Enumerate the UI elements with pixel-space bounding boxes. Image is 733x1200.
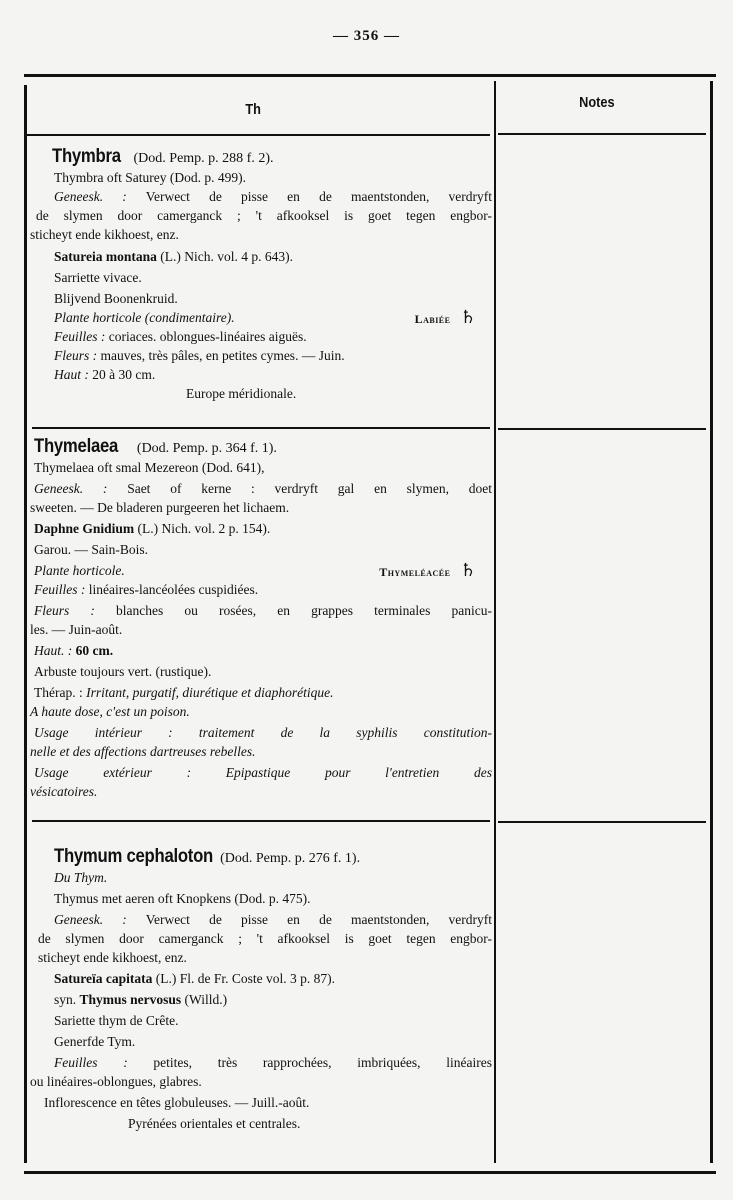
header-rule-notes	[498, 133, 706, 135]
entry-reference: (Dod. Pemp. p. 288 f. 2).	[133, 151, 274, 166]
height-text: 60 cm.	[75, 643, 114, 658]
entry-title: Thymelaea	[34, 436, 119, 457]
column-header-main: Th	[245, 101, 261, 118]
entry-title: Thymum cephaloton	[54, 846, 214, 867]
usage-exterieur-cont: vésicatoires.	[30, 784, 98, 799]
syn-reference: (Willd.)	[184, 992, 228, 1007]
usage-exterieur: Usage extérieur : Epipastique pour l'entretien des	[34, 765, 492, 780]
dutch-name: Blijvend Boonenkruid.	[54, 291, 178, 306]
syn-label: syn.	[54, 992, 77, 1007]
therap-text-cont: A haute dose, c'est un poison.	[30, 704, 190, 719]
feuilles-text: petites, très rapprochées, imbriquées, linéaires	[153, 1055, 492, 1070]
species-reference: (L.) Nich. vol. 4 p. 643).	[160, 249, 293, 264]
entry-thymbra	[30, 147, 492, 403]
therap-text: Irritant, purgatif, diurétique et diaphorétique.	[86, 685, 334, 700]
feuilles-label: Feuilles :	[54, 329, 106, 344]
species-name: Daphne Gnidium	[34, 521, 135, 536]
geneesk-text: Saet of kerne : verdryft gal en slymen, doet	[127, 481, 493, 496]
geneesk-text-cont: sweeten. — De bladeren purgeeren het lichaem.	[30, 500, 290, 515]
entry-title: Thymbra	[52, 146, 121, 167]
entry-reference: (Dod. Pemp. p. 364 f. 1).	[136, 441, 277, 456]
shrub-symbol-icon: ♄	[459, 307, 476, 328]
usage-interieur: Usage intérieur : traitement de la syphilis constitution-	[34, 725, 492, 740]
row-separator-2-notes	[498, 821, 706, 823]
fleurs-text: blanches ou rosées, en grappes terminales panicu-	[116, 603, 493, 618]
entry-synonym: Thymelaea oft smal Mezereon (Dod. 641),	[34, 460, 265, 475]
feuilles-text: coriaces. oblongues-linéaires aiguës.	[108, 329, 307, 344]
geneesk-text-end: sticheyt ende kikhoest, enz.	[38, 950, 187, 965]
french-name: Sariette thym de Crête.	[54, 1013, 179, 1028]
geneesk-text: Verwect de pisse en de maentstonden, verdryft	[145, 912, 492, 927]
plant-use: Plante horticole.	[34, 563, 125, 578]
region: Europe méridionale.	[186, 386, 297, 401]
geneesk-text-cont: de slymen door camerganck ; 't afkooksel is goet tegen engbor-	[38, 931, 492, 946]
plant-use: Plante horticole (condimentaire).	[54, 310, 235, 325]
habit: Arbuste toujours vert. (rustique).	[34, 664, 212, 679]
region: Pyrénées orientales et centrales.	[128, 1116, 301, 1131]
french-name: Sarriette vivace.	[54, 270, 142, 285]
species-reference: (L.) Nich. vol. 2 p. 154).	[137, 521, 271, 536]
table-left-border	[24, 85, 27, 1163]
geneesk-text-cont: de slymen door camerganck ; 't afkooksel is goet tegen engbor-	[36, 208, 492, 223]
entry-thymelaea	[30, 437, 492, 801]
entry-reference: (Dod. Pemp. p. 276 f. 1).	[220, 851, 361, 866]
column-header-notes: Notes	[579, 94, 615, 111]
plant-family: Thymeléacée	[379, 565, 451, 579]
row-separator-1	[32, 427, 490, 429]
feuilles-label: Feuilles :	[54, 1055, 128, 1070]
row-separator-1-notes	[498, 428, 706, 430]
usage-interieur-cont: nelle et des affections dartreuses rebelles.	[30, 744, 256, 759]
page-number: — 356 —	[333, 28, 400, 44]
syn-species: Thymus nervosus	[79, 992, 182, 1007]
table-right-border	[710, 81, 713, 1163]
geneesk-text: Verwect de pisse en de maentstonden, verdryft	[145, 189, 492, 204]
entry-subtitle: Du Thym.	[54, 870, 108, 885]
fleurs-text: mauves, très pâles, en petites cymes. — Juin.	[100, 348, 345, 363]
fleurs-label: Fleurs :	[34, 603, 95, 618]
fleurs-text-cont: les. — Juin-août.	[30, 622, 123, 637]
column-divider	[494, 81, 496, 1163]
geneesk-label: Geneesk. :	[54, 912, 127, 927]
dutch-name: Generfde Tym.	[54, 1034, 136, 1049]
species-name: Satureïa capitata	[54, 971, 153, 986]
height-label: Haut. :	[34, 643, 73, 658]
geneesk-text-end: sticheyt ende kikhoest, enz.	[30, 227, 179, 242]
header-rule-main	[27, 134, 490, 136]
feuilles-text-cont: ou linéaires-oblongues, glabres.	[30, 1074, 202, 1089]
feuilles-text: linéaires-lancéolées cuspidiées.	[88, 582, 259, 597]
plant-family: Labiée	[414, 312, 451, 326]
entry-thymum-cephaloton	[30, 847, 492, 1133]
fleurs-label: Fleurs :	[54, 348, 98, 363]
inflorescence: Inflorescence en têtes globuleuses. — Juill.-août.	[44, 1095, 310, 1110]
entry-synonym: Thymus met aeren oft Knopkens (Dod. p. 475).	[54, 891, 311, 906]
species-name: Satureia montana	[54, 249, 157, 264]
height-text: 20 à 30 cm.	[92, 367, 156, 382]
row-separator-2	[32, 820, 490, 822]
species-reference: (L.) Fl. de Fr. Coste vol. 3 p. 87).	[155, 971, 335, 986]
entry-synonym: Thymbra oft Saturey (Dod. p. 499).	[54, 170, 246, 185]
shrub-symbol-icon: ♄	[459, 560, 476, 581]
geneesk-label: Geneesk. :	[54, 189, 127, 204]
feuilles-label: Feuilles :	[34, 582, 86, 597]
geneesk-label: Geneesk. :	[34, 481, 108, 496]
herbal-table	[24, 74, 716, 1174]
therap-label: Thérap. :	[34, 685, 83, 700]
french-name: Garou. — Sain-Bois.	[34, 542, 148, 557]
height-label: Haut :	[54, 367, 89, 382]
